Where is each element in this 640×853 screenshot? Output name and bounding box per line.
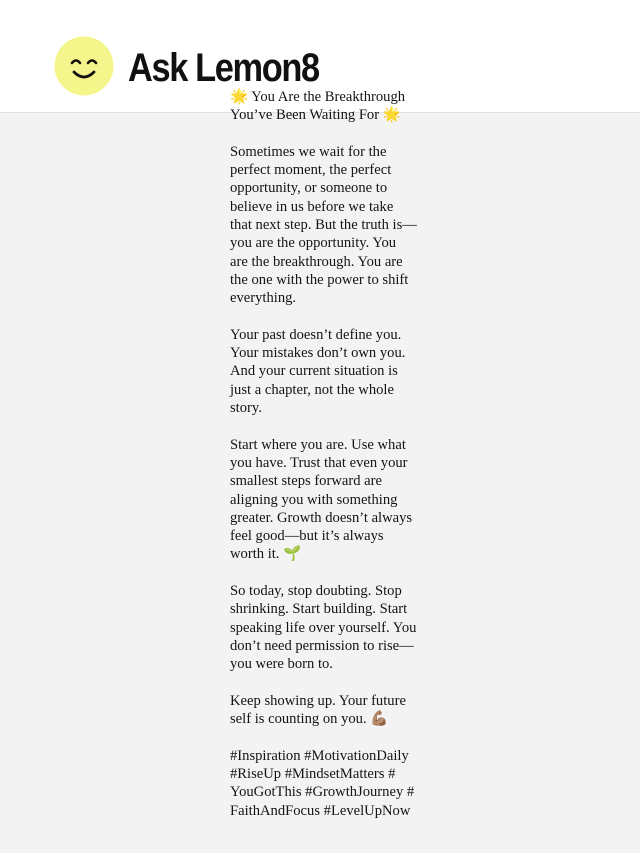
post-paragraph: So today, stop doubting. Stop shrinking. Start building. Start speaking life over yourself. You don’t need permission to rise— you were born to.: [230, 583, 417, 673]
post-paragraph: Start where you are. Use what you have. Trust that even your smallest steps forward are aligning you with something greater. Growth doesn’t always feel good—but it’s always worth it. 🌱: [230, 436, 413, 563]
post-paragraph: Your past doesn’t define you. Your mistakes don’t own you. And your current situation is just a chapter, not the whole story.: [230, 326, 406, 417]
post-paragraph: Keep showing up. Your future self is counting on you. 💪🏽: [230, 692, 406, 728]
brand-name[interactable]: Ask Lemon8: [128, 46, 319, 90]
post-paragraph: Sometimes we wait for the perfect moment, the perfect opportunity, or someone to believe in us before we take that next step. But the truth is— you are the opportunity. You are the breakthrough. You are the one with the power to shift everything.: [230, 143, 417, 307]
post-hashtags: #Inspiration #MotivationDaily #RiseUp #MindsetMatters # YouGotThis #GrowthJourney # FaithAndFocus #LevelUpNow: [230, 747, 415, 819]
smiling-face-icon[interactable]: [54, 36, 114, 96]
post-title: 🌟 You Are the Breakthrough You’ve Been Waiting For 🌟: [230, 89, 406, 124]
post-body: [230, 88, 420, 820]
